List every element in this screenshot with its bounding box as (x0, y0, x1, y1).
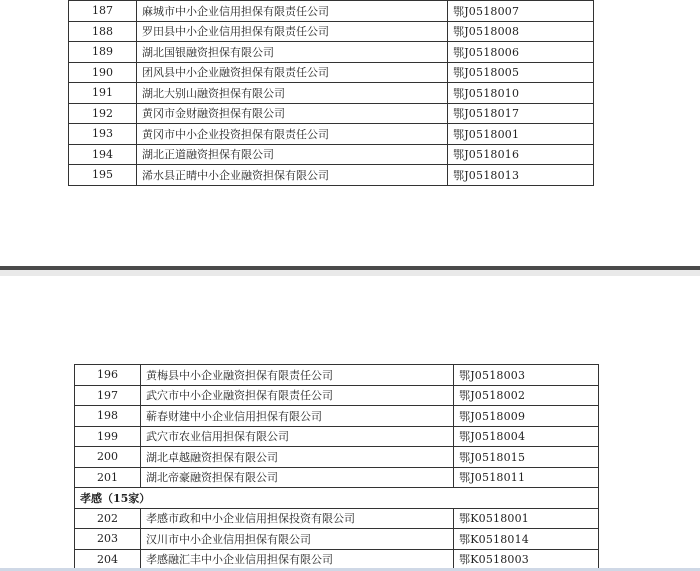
company-name: 孝感市政和中小企业信用担保投资有限公司 (141, 508, 454, 529)
company-name: 湖北帝豪融资担保有限公司 (141, 467, 454, 488)
company-name: 湖北大别山融资担保有限公司 (137, 83, 448, 104)
row-number: 198 (75, 406, 141, 427)
company-name: 团风县中小企业融资担保有限责任公司 (137, 62, 448, 83)
guarantee-company-table-top (68, 0, 594, 186)
region-header-row (75, 488, 599, 509)
table-row (75, 447, 599, 468)
registration-code: 鄂J0518010 (448, 83, 594, 104)
table-row (69, 144, 594, 165)
registration-code: 鄂J0518003 (454, 365, 599, 386)
row-number: 189 (69, 42, 137, 63)
registration-code: 鄂J0518017 (448, 103, 594, 124)
registration-code: 鄂J0518015 (454, 447, 599, 468)
company-name: 黄冈市中小企业投资担保有限责任公司 (137, 124, 448, 145)
registration-code: 鄂J0518008 (448, 21, 594, 42)
company-name: 麻城市中小企业信用担保有限责任公司 (137, 1, 448, 22)
row-number: 202 (75, 508, 141, 529)
registration-code: 鄂K0518014 (454, 529, 599, 550)
table-row (69, 21, 594, 42)
row-number: 195 (69, 165, 137, 186)
registration-code: 鄂J0518004 (454, 426, 599, 447)
company-name: 黄梅县中小企业融资担保有限责任公司 (141, 365, 454, 386)
row-number: 190 (69, 62, 137, 83)
row-number: 196 (75, 365, 141, 386)
table-row (75, 385, 599, 406)
table-row (75, 467, 599, 488)
registration-code: 鄂J0518006 (448, 42, 594, 63)
row-number: 193 (69, 124, 137, 145)
company-name: 蕲春财建中小企业信用担保有限公司 (141, 406, 454, 427)
table-row (75, 426, 599, 447)
company-name: 孝感融汇丰中小企业信用担保有限公司 (141, 549, 454, 570)
row-number: 192 (69, 103, 137, 124)
registration-code: 鄂J0518002 (454, 385, 599, 406)
table-row (75, 508, 599, 529)
registration-code: 鄂J0518005 (448, 62, 594, 83)
company-name: 湖北国银融资担保有限公司 (137, 42, 448, 63)
document-page-top (0, 0, 700, 266)
company-name: 浠水县正晴中小企业融资担保有限公司 (137, 165, 448, 186)
row-number: 199 (75, 426, 141, 447)
company-name: 武穴市农业信用担保有限公司 (141, 426, 454, 447)
document-page-bottom (0, 276, 700, 571)
row-number: 201 (75, 467, 141, 488)
table-row (75, 406, 599, 427)
row-number: 200 (75, 447, 141, 468)
row-number: 187 (69, 1, 137, 22)
company-name: 黄冈市金财融资担保有限公司 (137, 103, 448, 124)
registration-code: 鄂J0518009 (454, 406, 599, 427)
table-row (75, 529, 599, 550)
company-name: 罗田县中小企业信用担保有限责任公司 (137, 21, 448, 42)
guarantee-company-table-bottom (74, 364, 599, 570)
table-row (69, 1, 594, 22)
region-header: 孝感（15家） (75, 488, 599, 509)
row-number: 194 (69, 144, 137, 165)
table-row (69, 83, 594, 104)
registration-code: 鄂K0518003 (454, 549, 599, 570)
registration-code: 鄂J0518001 (448, 124, 594, 145)
row-number: 204 (75, 549, 141, 570)
row-number: 188 (69, 21, 137, 42)
table-row (69, 165, 594, 186)
table-row (69, 103, 594, 124)
row-number: 197 (75, 385, 141, 406)
registration-code: 鄂J0518016 (448, 144, 594, 165)
table-row (69, 124, 594, 145)
company-name: 湖北卓越融资担保有限公司 (141, 447, 454, 468)
registration-code: 鄂J0518013 (448, 165, 594, 186)
table-row (69, 42, 594, 63)
table-row (69, 62, 594, 83)
registration-code: 鄂J0518011 (454, 467, 599, 488)
company-name: 湖北正道融资担保有限公司 (137, 144, 448, 165)
company-name: 武穴市中小企业融资担保有限责任公司 (141, 385, 454, 406)
table-row (75, 365, 599, 386)
row-number: 191 (69, 83, 137, 104)
company-name: 汉川市中小企业信用担保有限公司 (141, 529, 454, 550)
registration-code: 鄂J0518007 (448, 1, 594, 22)
row-number: 203 (75, 529, 141, 550)
table-row (75, 549, 599, 570)
registration-code: 鄂K0518001 (454, 508, 599, 529)
